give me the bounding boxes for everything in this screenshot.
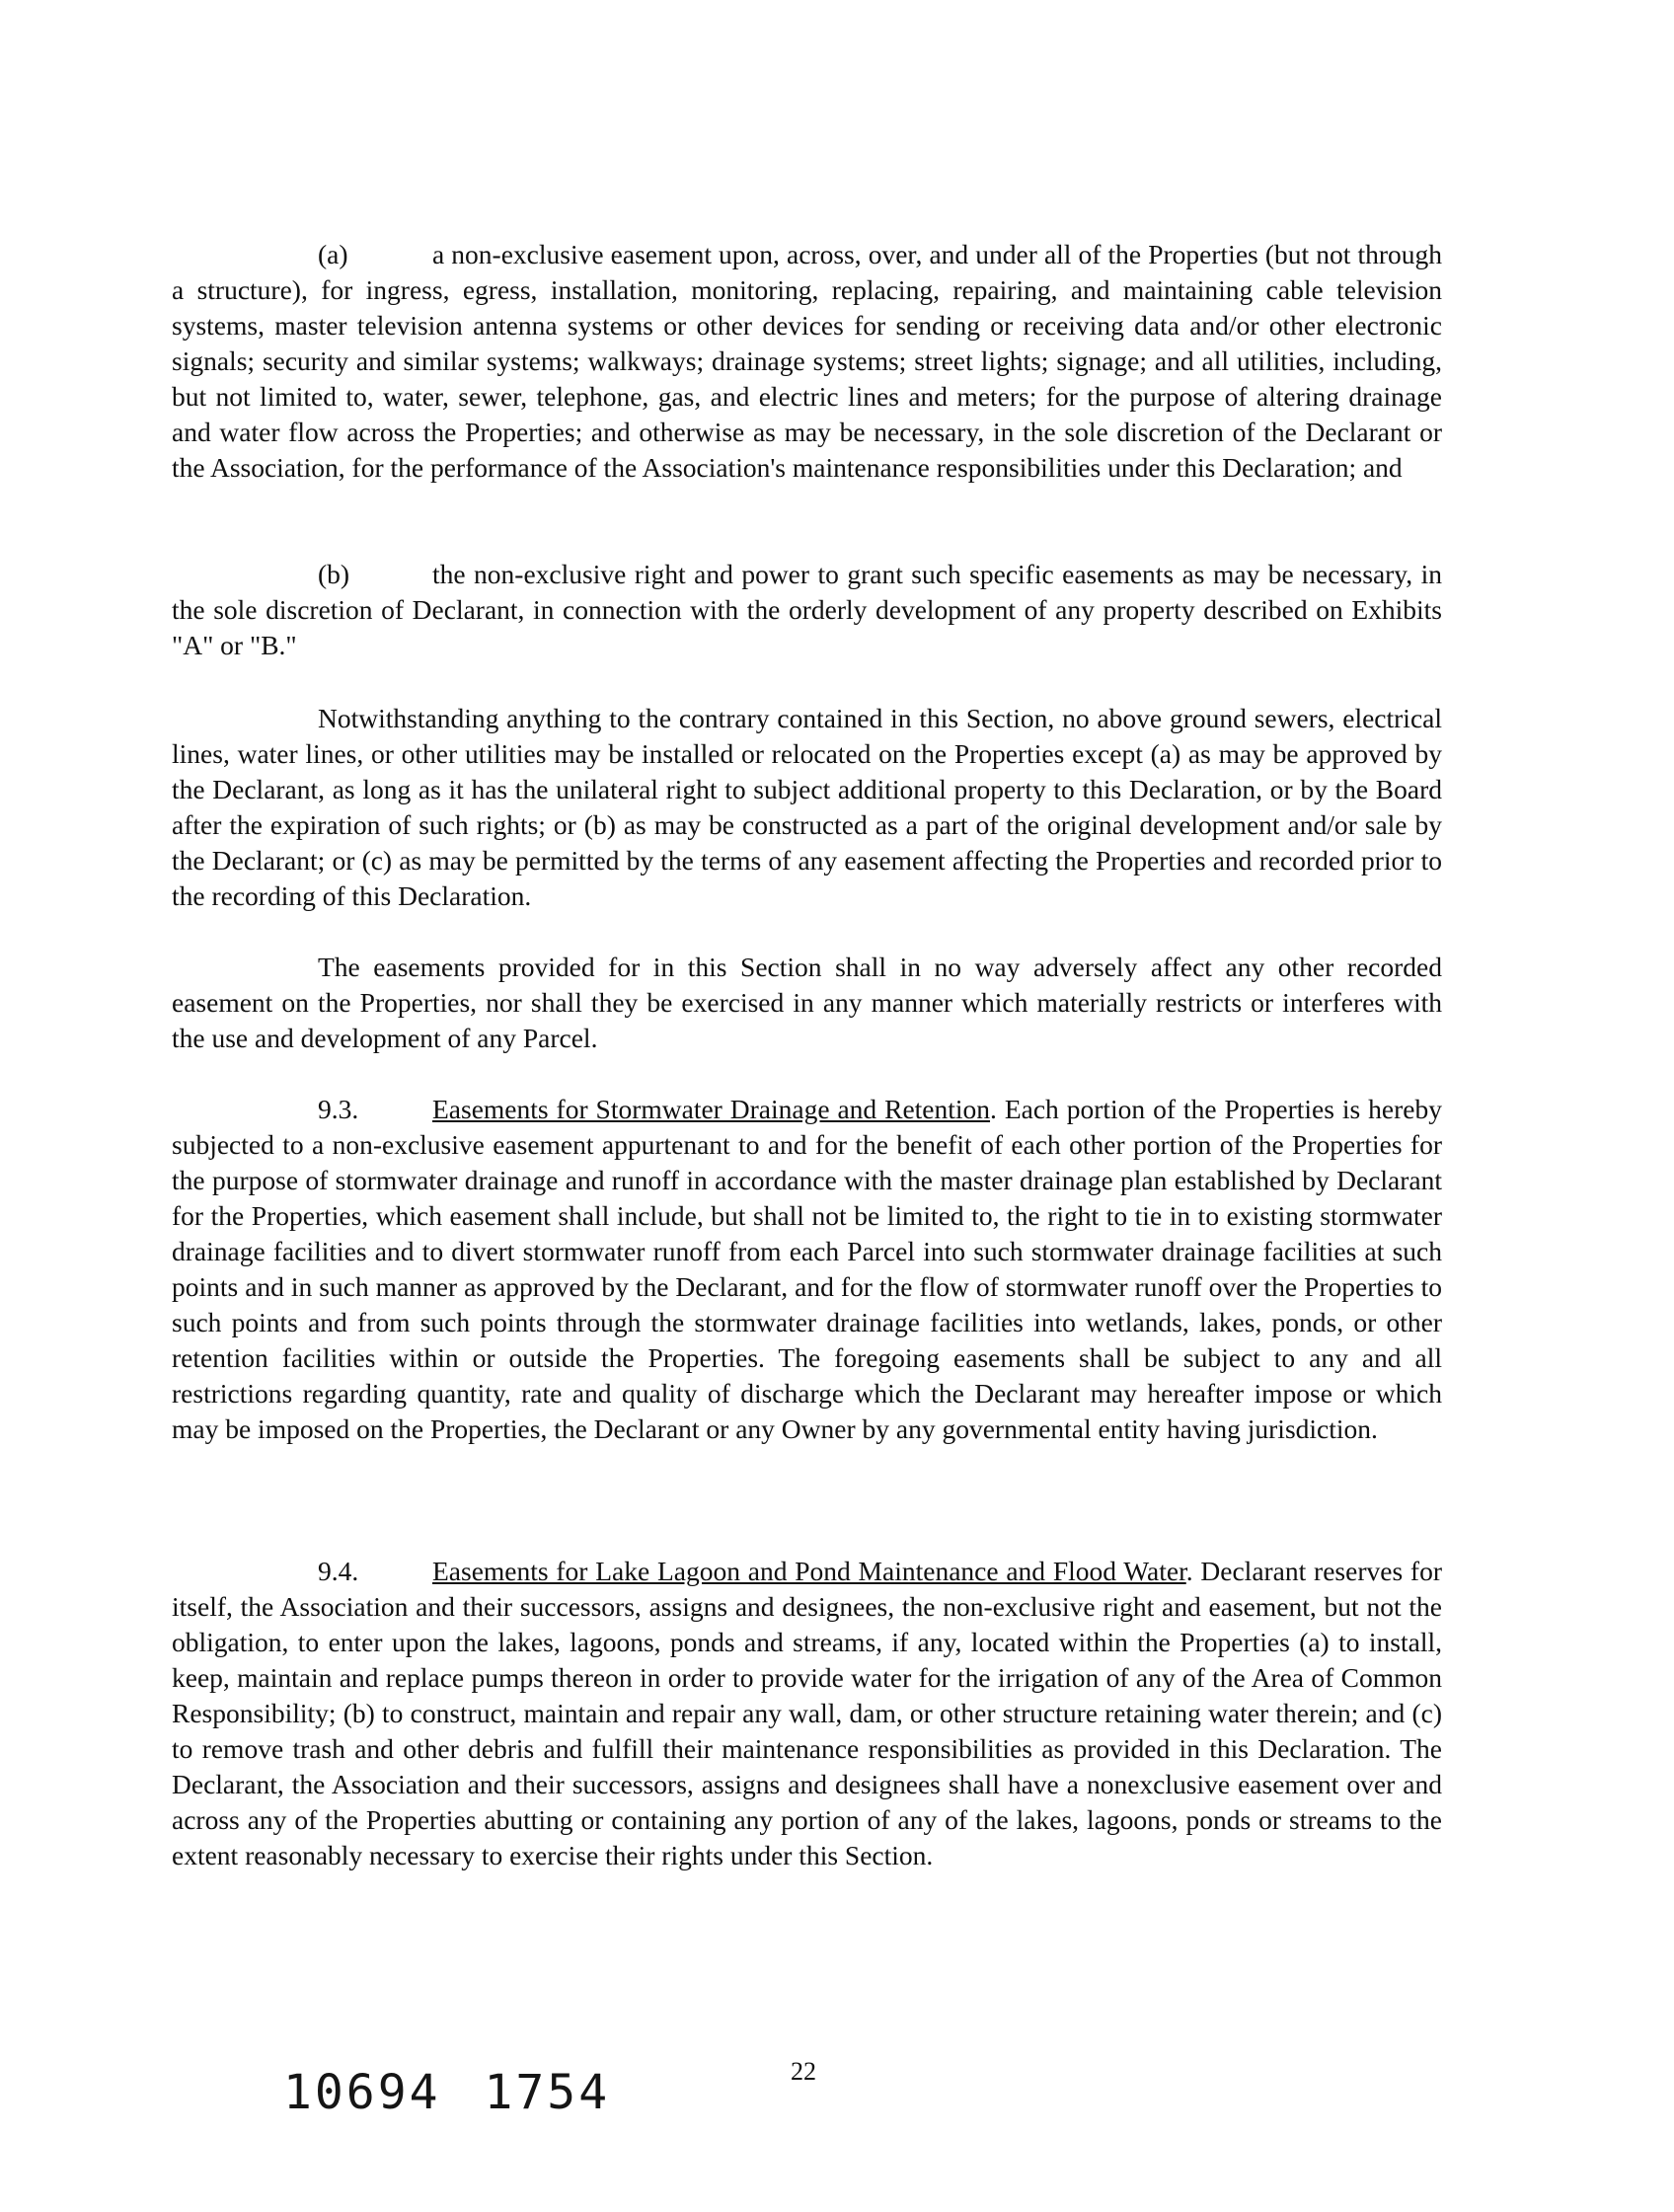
section-9-4 <box>172 1554 1442 1873</box>
section-9-4-heading: Easements for Lake Lagoon and Pond Maintenance and Flood Water <box>432 1556 1186 1586</box>
paragraph-easements-provided-text: The easements provided for in this Section shall in no way adversely affect any other recorded easement on the Properties, nor shall they be exercised in any manner which materially restricts or interferes with the use and development of any Parcel. <box>172 952 1442 1053</box>
paragraph-b-text: the non-exclusive right and power to grant such specific easements as may be necessary, in the sole discretion of Declarant, in connection with the orderly development of any property described on Exhibits "A" or "B." <box>172 559 1442 660</box>
recording-book-number: 10694 <box>283 2065 441 2120</box>
recording-stamp <box>283 2065 610 2120</box>
section-9-3-text: . Each portion of the Properties is hereby subjected to a non-exclusive easement appurtenant to and for the benefit of each other portion of the Properties for the purpose of stormwater drainage and runoff in accordance with the master drainage plan established by Declarant for the Properties, which easement shall include, but shall not be limited to, the right to tie in to existing stormwater drainage facilities and to divert stormwater runoff from each Parcel into such stormwater drainage facilities at such points and in such manner as approved by the Declarant, and for the flow of stormwater runoff over the Properties to such points and from such points through the stormwater drainage facilities into wetlands, lakes, ponds, or other retention facilities within or outside the Properties. The foregoing easements shall be subject to any and all restrictions regarding quantity, rate and quality of discharge which the Declarant may hereafter impose or which may be imposed on the Properties, the Declarant or any Owner by any governmental entity having jurisdiction. <box>172 1094 1442 1444</box>
page-number: 22 <box>791 2057 816 2086</box>
section-9-3-heading: Easements for Stormwater Drainage and Retention <box>432 1094 991 1124</box>
section-9-3 <box>172 1092 1442 1447</box>
section-9-4-number: 9.4. <box>318 1556 359 1586</box>
paragraph-a-label: (a) <box>318 239 348 269</box>
paragraph-b-label: (b) <box>318 559 350 589</box>
section-9-4-text: . Declarant reserves for itself, the Association and their successors, assigns and designees, the non-exclusive right and easement, but not the obligation, to enter upon the lakes, lagoons, ponds and streams, if any, located within the Properties (a) to install, keep, maintain and replace pumps thereon in order to provide water for the irrigation of any of the Area of Common Responsibility; (b) to construct, maintain and repair any wall, dam, or other structure retaining water therein; and (c) to remove trash and other debris and fulfill their maintenance responsibilities as provided in this Declaration. The Declarant, the Association and their successors, assigns and designees shall have a nonexclusive easement over and across any of the Properties abutting or containing any portion of any of the lakes, lagoons, ponds or streams to the extent reasonably necessary to exercise their rights under this Section. <box>172 1556 1442 1870</box>
paragraph-a <box>172 237 1442 486</box>
paragraph-easements-provided <box>172 950 1442 1056</box>
paragraph-notwithstanding <box>172 701 1442 914</box>
recording-page-number: 1754 <box>484 2065 611 2120</box>
section-9-3-number: 9.3. <box>318 1094 359 1124</box>
paragraph-notwithstanding-text: Notwithstanding anything to the contrary contained in this Section, no above ground sewers, electrical lines, water lines, or other utilities may be installed or relocated on the Properties except (a) as may be approved by the Declarant, as long as it has the unilateral right to subject additional property to this Declaration, or by the Board after the expiration of such rights; or (b) as may be constructed as a part of the original development and/or sale by the Declarant; or (c) as may be permitted by the terms of any easement affecting the Properties and recorded prior to the recording of this Declaration. <box>172 703 1442 911</box>
paragraph-b <box>172 557 1442 663</box>
paragraph-a-text: a non-exclusive easement upon, across, over, and under all of the Properties (but not through a structure), for ingress, egress, installation, monitoring, replacing, repairing, and maintaining cable television systems, master television antenna systems or other devices for sending or receiving data and/or other electronic signals; security and similar systems; walkways; drainage systems; street lights; signage; and all utilities, including, but not limited to, water, sewer, telephone, gas, and electric lines and meters; for the purpose of altering drainage and water flow across the Properties; and otherwise as may be necessary, in the sole discretion of the Declarant or the Association, for the performance of the Association's maintenance responsibilities under this Declaration; and <box>172 239 1442 483</box>
